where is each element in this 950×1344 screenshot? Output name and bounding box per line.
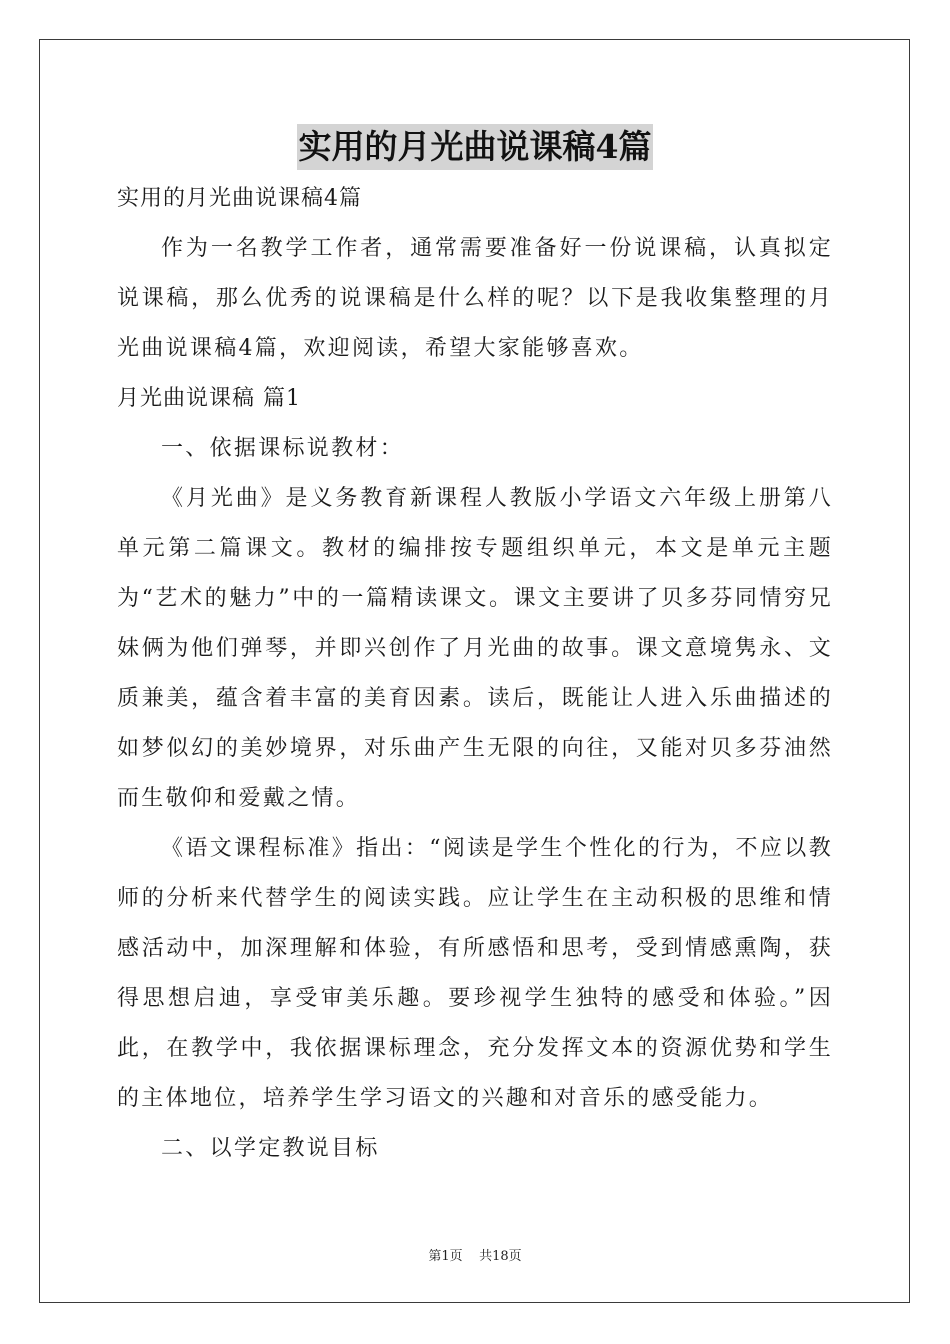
document-body bbox=[117, 174, 833, 1174]
page-number: 第1页 bbox=[428, 1249, 463, 1264]
body-paragraph-one: 《月光曲》是义务教育新课程人教版小学语文六年级上册第八单元第二篇课文。教材的编排按专题组织单元，本文是单元主题为“艺术的魅力”中的一篇精读课文。课文主要讲了贝多芬同情穷兄妹俩为他们弹琴，并即兴创作了月光曲的故事。课文意境隽永、文质兼美，蕴含着丰富的美育因素。读后，既能让人进入乐曲描述的如梦似幻的美妙境界，对乐曲产生无限的向往，又能对贝多芬油然而生敬仰和爱戴之情。 bbox=[117, 486, 833, 811]
heading-one: 一、依据课标说教材： bbox=[161, 436, 405, 461]
page-total: 共18页 bbox=[479, 1249, 522, 1264]
heading-two: 二、以学定教说目标 bbox=[161, 1136, 380, 1161]
subtitle-line: 实用的月光曲说课稿4篇 bbox=[117, 186, 362, 211]
body-paragraph-two: 《语文课程标准》指出：“阅读是学生个性化的行为，不应以教师的分析来代替学生的阅读实践。应让学生在主动积极的思维和情感活动中，加深理解和体验，有所感悟和思考，受到情感熏陶，获得思想启迪，享受审美乐趣。要珍视学生独特的感受和体验。”因此，在教学中，我依据课标理念，充分发挥文本的资源优势和学生的主体地位，培养学生学习语文的兴趣和对音乐的感受能力。 bbox=[117, 836, 833, 1111]
intro-paragraph: 作为一名教学工作者，通常需要准备好一份说课稿，认真拟定说课稿，那么优秀的说课稿是什么样的呢？以下是我收集整理的月光曲说课稿4篇，欢迎阅读，希望大家能够喜欢。 bbox=[117, 236, 833, 361]
document-title: 实用的月光曲说课稿4篇 bbox=[297, 124, 654, 170]
section-heading: 月光曲说课稿 篇1 bbox=[117, 386, 301, 411]
page-footer bbox=[0, 1248, 950, 1266]
title-container bbox=[0, 124, 950, 170]
